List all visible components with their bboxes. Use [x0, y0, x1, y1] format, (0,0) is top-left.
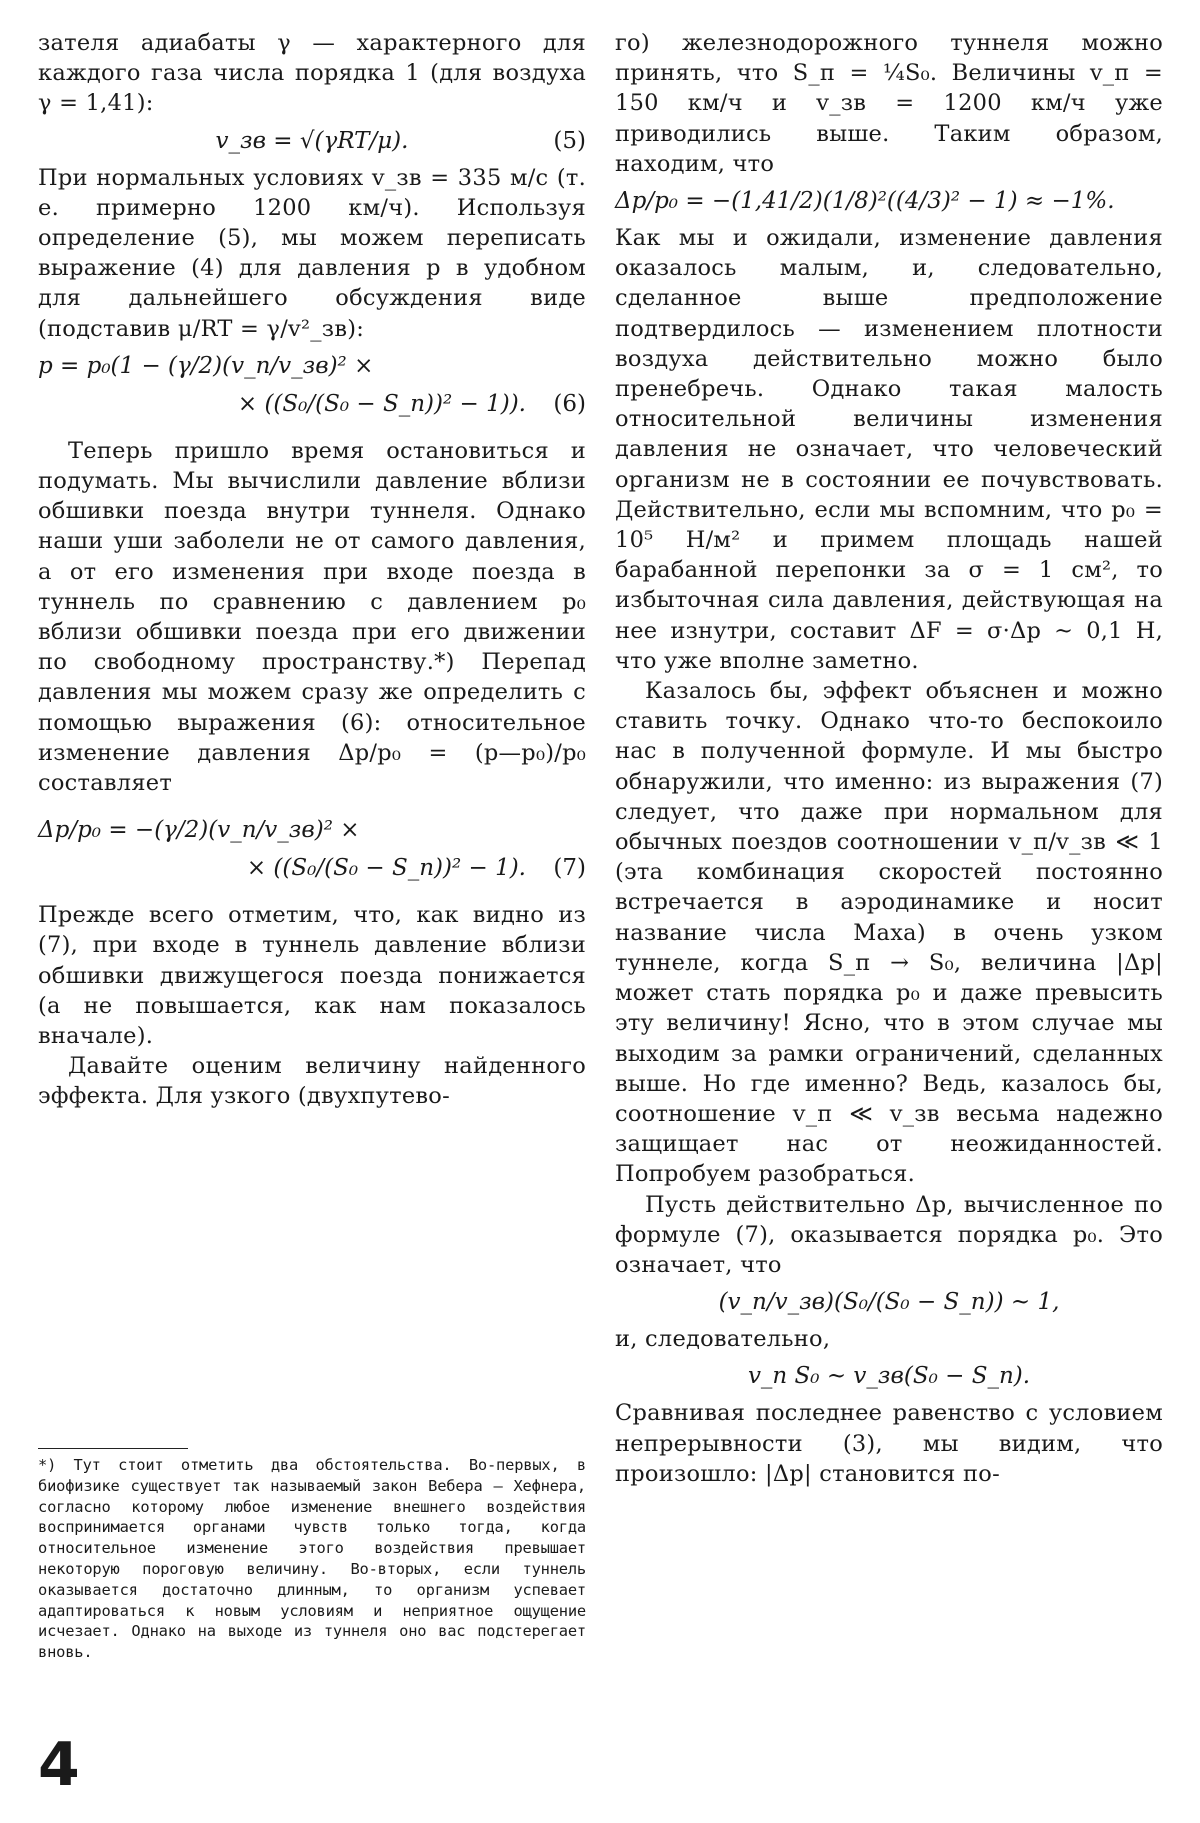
- equation-7-line-2: [38, 852, 586, 884]
- equation-text: v_зв = √(γRT/μ).: [215, 127, 409, 154]
- equation-5: [38, 125, 586, 157]
- equation-estimate: [615, 185, 1163, 217]
- paragraph: Как мы и ожидали, изменение давления оказалось малым, и, следовательно, сделанное выше предположение подтвердилось — изменением плотности воздуха действительно можно было пренебречь. Однако такая малость относительной величины изменения давления не означает, что человеческий организм не в состоянии ее почувствовать. Действительно, если мы вспомним, что p₀ = 10⁵ Н/м² и примем площадь нашей барабанной перепонки за σ = 1 см², то избыточная сила давления, действующая на нее изнутри, составит ΔF = σ·Δp ~ 0,1 Н, что уже вполне заметно.: [615, 225, 1163, 674]
- paragraph: Сравнивая последнее равенство с условием непрерывности (3), мы видим, что произошло: |Δp| становится по-: [615, 1400, 1163, 1487]
- equation-proportion: [615, 1360, 1163, 1392]
- equation-6-line-2: [38, 388, 586, 420]
- left-column: [38, 28, 586, 1112]
- equation-7-line-1: [38, 814, 586, 846]
- footnote: *) Тут стоит отметить два обстоятельства. Во-первых, в биофизике существует так называемый закон Вебера — Хефнера, согласно которому любое изменение внешнего воздействия воспринимается органами чувств только тогда, когда относительное изменение этого воздействия превышает некоторую пороговую величину. Во-вторых, если туннель оказывается достаточно длинным, то организм успевает адаптироваться к новым условиям и неприятное ощущение исчезает. Однако на выходе из туннеля оно вас подстерегает вновь.: [38, 1456, 586, 1662]
- equation-6-line-1: [38, 350, 586, 382]
- paragraph: зателя адиабаты γ — характерного для каждого газа числа порядка 1 (для воздуха γ = 1,41):: [38, 30, 586, 117]
- paragraph: Прежде всего отметим, что, как видно из (7), при входе в туннель давление вблизи обшивки движущегося поезда понижается (а не повышается, как нам показалось вначале).: [38, 902, 586, 1050]
- equation-number: (5): [553, 127, 586, 154]
- equation-number: (7): [553, 855, 586, 882]
- paragraph: Теперь пришло время остановиться и подумать. Мы вычислили давление вблизи обшивки поезда внутри туннеля. Однако наши уши заболели не от самого давления, а от его изменения при входе поезда в туннель по сравнению с давлением p₀ вблизи обшивки поезда при его движении по свободному пространству.*) Перепад давления мы можем сразу же определить с помощью выражения (6): относительное изменение давления Δp/p₀ = (p—p₀)/p₀ составляет: [38, 437, 586, 797]
- equation-text: v_п S₀ ~ v_зв(S₀ − S_п).: [747, 1363, 1031, 1390]
- right-column: [615, 28, 1163, 1489]
- equation-text: p = p₀(1 − (γ/2)(v_п/v_зв)² ×: [38, 352, 374, 379]
- footnote-divider: [38, 1448, 188, 1449]
- paragraph: и, следовательно,: [615, 1326, 831, 1353]
- equation-number: (6): [553, 390, 586, 417]
- page-number: 4: [38, 1730, 80, 1800]
- equation-order: [615, 1286, 1163, 1318]
- equation-text: × ((S₀/(S₀ − S_п))² − 1)).: [237, 390, 526, 417]
- equation-text: (v_п/v_зв)(S₀/(S₀ − S_п)) ~ 1,: [718, 1289, 1060, 1316]
- paragraph: Казалось бы, эффект объяснен и можно ставить точку. Однако что-то беспокоило нас в полученной формуле. И мы быстро обнаружили, что именно: из выражения (7) следует, что даже при нормальном для обычных поездов соотношении v_п/v_зв ≪ 1 (эта комбинация скоростей постоянно встречается в аэродинамике и носит название числа Маха) в очень узком туннеле, когда S_п → S₀, величина |Δp| может стать порядка p₀ и даже превысить эту величину! Ясно, что в этом случае мы выходим за рамки ограничений, сделанных выше. Но где именно? Ведь, казалось бы, соотношение v_п ≪ v_зв весьма надежно защищает нас от неожиданностей. Попробуем разобраться.: [615, 678, 1163, 1188]
- paragraph: Пусть действительно Δp, вычисленное по формуле (7), оказывается порядка p₀. Это означает, что: [615, 1191, 1163, 1278]
- equation-text: Δp/p₀ = −(γ/2)(v_п/v_зв)² ×: [38, 817, 360, 844]
- paragraph: Давайте оценим величину найденного эффекта. Для узкого (двухпутево-: [38, 1053, 586, 1110]
- paragraph: При нормальных условиях v_зв = 335 м/с (т. е. примерно 1200 км/ч). Используя определение (5), мы можем переписать выражение (4) для давления p в удобном для дальнейшего обсуждения виде (подставив μ/RT = γ/v²_зв):: [38, 164, 586, 342]
- equation-text: Δp/p₀ = −(1,41/2)(1/8)²((4/3)² − 1) ≈ −1%.: [615, 188, 1115, 215]
- equation-text: × ((S₀/(S₀ − S_п))² − 1).: [246, 855, 526, 882]
- paragraph: го) железнодорожного туннеля можно принять, что S_п = ¼S₀. Величины v_п = 150 км/ч и v_зв = 1200 км/ч уже приводились выше. Таким образом, находим, что: [615, 30, 1163, 177]
